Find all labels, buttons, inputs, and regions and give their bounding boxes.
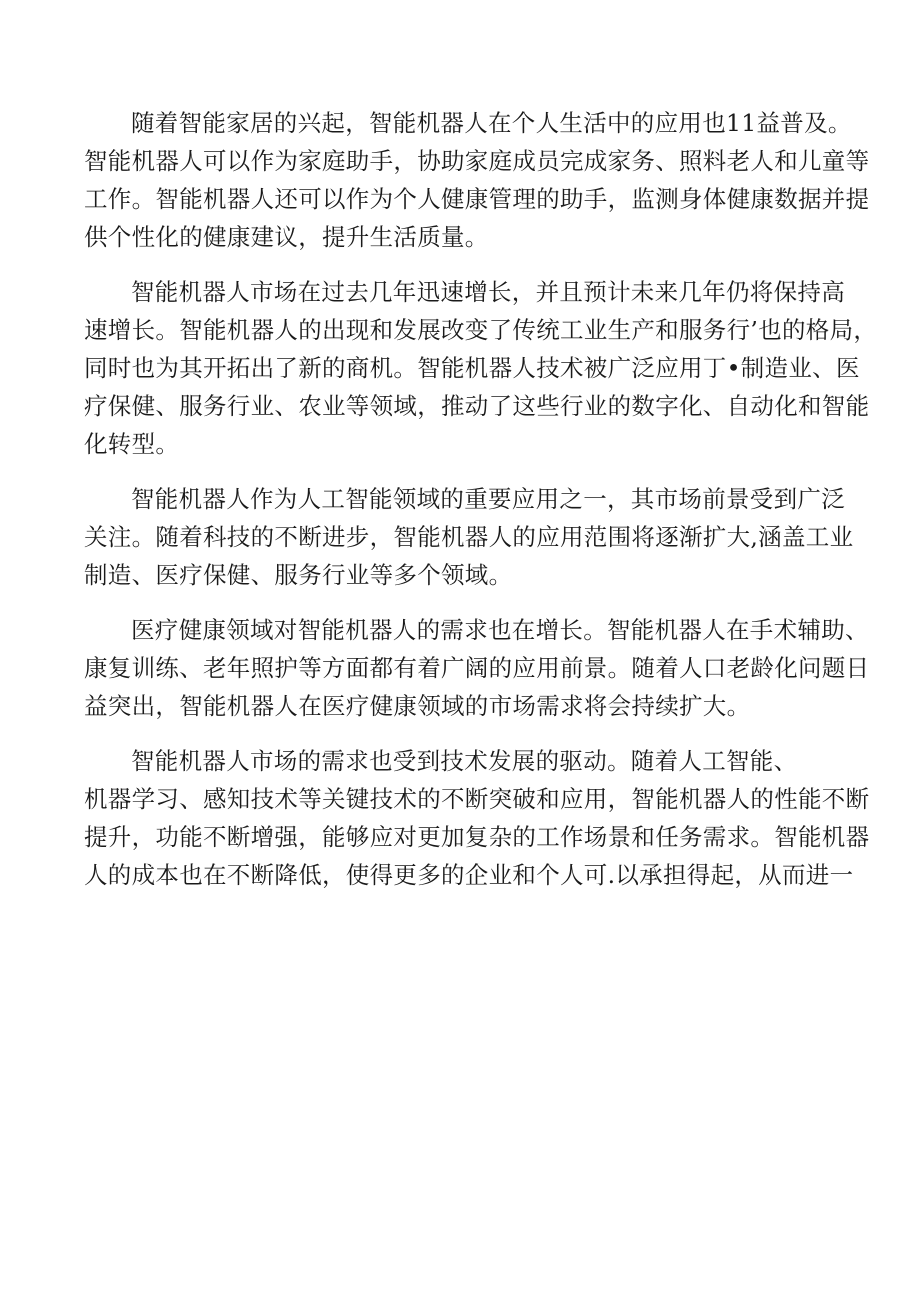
text-line: 智能机器人可以作为家庭助手，协助家庭成员完成家务、照料老人和儿童等 [84,147,870,175]
text-line: 制造、医疗保健、服务行业等多个领域。 [84,561,513,589]
text-line: 医疗健康领域对智能机器人的需求也在增长。智能机器人在手术辅助、 [131,616,869,644]
text-line: 智能机器人市场的需求也受到技术发展的驱动。随着人工智能、 [131,747,798,775]
text-line: 康复训练、老年照护等方面都有着广阔的应用前景。随着人口老龄化问题日 [84,654,870,682]
text-line: 随着智能家居的兴起，智能机器人在个人生活中的应用也11益普及。 [131,109,852,137]
text-line: 机器学习、感知技术等关键技术的不断突破和应用，智能机器人的性能不断 [84,785,870,813]
text-line: 智能机器人作为人工智能领域的重要应用之一，其市场前景受到广泛 [131,485,845,513]
text-line: 工作。智能机器人还可以作为个人健康管理的助手，监测身体健康数据并提 [84,185,870,213]
paragraph-ai-application [84,480,854,594]
text-line: 提升，功能不断增强，能够应对更加复杂的工作场景和任务需求。智能机器 [84,823,870,851]
text-line: 同时也为其开拓出了新的商机。智能机器人技术被广泛应用丁•制造业、医 [84,354,860,382]
paragraph-technology-drivers [84,742,870,894]
text-line: 智能机器人市场在过去几年迅速增长，并且预计未来几年仍将保持高 [131,278,845,306]
text-line: 疗保健、服务行业、农业等领域，推动了这些行业的数字化、自动化和智能 [84,392,870,420]
text-line: 供个性化的健康建议，提升生活质量。 [84,223,489,251]
text-line: 化转型。 [84,430,180,458]
text-line: 益突出，智能机器人在医疗健康领域的市场需求将会持续扩大。 [84,692,751,720]
text-line: 关注。随着科技的不断进步，智能机器人的应用范围将逐渐扩大,涵盖工业 [84,523,854,551]
paragraph-market-growth [84,273,878,463]
document-body [84,104,878,911]
paragraph-healthcare [84,611,870,725]
text-line: 人的成本也在不断降低，使得更多的企业和个人可.以承担得起，从而进一 [84,861,854,889]
text-line: 速增长。智能机器人的出现和发展改变了传统工业生产和服务行’也的格局， [84,316,878,344]
paragraph-smart-home [84,104,870,256]
